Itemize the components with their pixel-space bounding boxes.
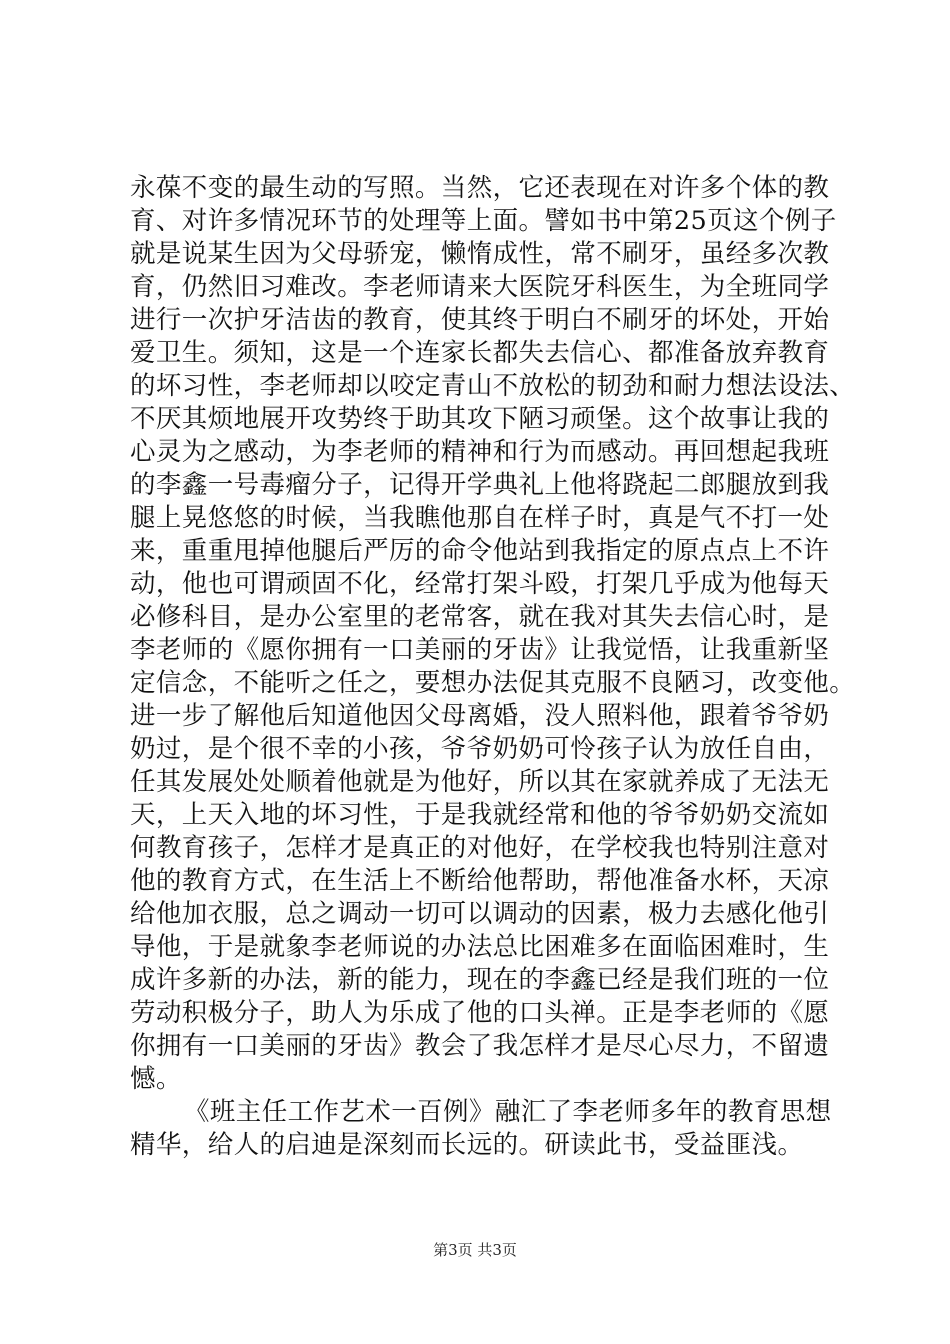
text-line: 心灵为之感动，为李老师的精神和行为而感动。再回想起我班 — [130, 437, 830, 467]
text-line: 动，他也可谓顽固不化，经常打架斗殴，打架几乎成为他每天 — [130, 569, 830, 599]
text-line: 李老师的《愿你拥有一口美丽的牙齿》让我觉悟，让我重新坚 — [130, 635, 830, 665]
text-line: 不厌其烦地展开攻势终于助其攻下陋习顽堡。这个故事让我的 — [130, 404, 830, 434]
text-line: 必修科目，是办公室里的老常客，就在我对其失去信心时，是 — [130, 602, 830, 632]
text-line: 憾。 — [130, 1064, 182, 1094]
page-footer: 第3页 共3页 — [433, 1241, 517, 1259]
text-line: 天，上天入地的坏习性，于是我就经常和他的爷爷奶奶交流如 — [130, 800, 830, 830]
text-line: 就是说某生因为父母骄宠，懒惰成性，常不刷牙，虽经多次教 — [130, 239, 830, 269]
text-line: 给他加衣服，总之调动一切可以调动的因素，极力去感化他引 — [130, 899, 830, 929]
text-line: 何教育孩子，怎样才是真正的对他好，在学校我也特别注意对 — [130, 833, 830, 863]
text-line: 永葆不变的最生动的写照。当然，它还表现在对许多个体的教 — [130, 173, 830, 203]
text-line: 爱卫生。须知，这是一个连家长都失去信心、都准备放弃教育 — [130, 338, 830, 368]
text-line: 的李鑫一号毒瘤分子，记得开学典礼上他将跷起二郎腿放到我 — [130, 470, 830, 500]
text-line: 定信念，不能听之任之，要想办法促其克服不良陋习，改变他。 — [130, 668, 856, 698]
text-line: 进一步了解他后知道他因父母离婚，没人照料他，跟着爷爷奶 — [130, 701, 830, 731]
text-line: 你拥有一口美丽的牙齿》教会了我怎样才是尽心尽力，不留遗 — [130, 1031, 830, 1061]
text-line: 进行一次护牙洁齿的教育，使其终于明白不刷牙的坏处，开始 — [130, 305, 830, 335]
text-line: 育，仍然旧习难改。李老师请来大医院牙科医生，为全班同学 — [130, 272, 830, 302]
text-line: 导他，于是就象李老师说的办法总比困难多在面临困难时，生 — [130, 932, 830, 962]
paragraph-first-line: 《班主任工作艺术一百例》融汇了李老师多年的教育思想 — [184, 1097, 832, 1127]
text-line: 奶过，是个很不幸的小孩，爷爷奶奶可怜孩子认为放任自由， — [130, 734, 830, 764]
text-line: 任其发展处处顺着他就是为他好，所以其在家就养成了无法无 — [130, 767, 830, 797]
text-line: 腿上晃悠悠的时候，当我瞧他那自在样子时，真是气不打一处 — [130, 503, 830, 533]
text-line: 他的教育方式，在生活上不断给他帮助，帮他准备水杯，天凉 — [130, 866, 830, 896]
text-line: 育、对许多情况环节的处理等上面。譬如书中第25页这个例子 — [130, 206, 837, 236]
text-line: 的坏习性，李老师却以咬定青山不放松的韧劲和耐力想法设法、 — [130, 371, 856, 401]
document-body — [130, 172, 856, 1162]
text-line: 成许多新的办法，新的能力，现在的李鑫已经是我们班的一位 — [130, 965, 830, 995]
text-line: 劳动积极分子，助人为乐成了他的口头禅。正是李老师的《愿 — [130, 998, 830, 1028]
text-line: 来，重重甩掉他腿后严厉的命令他站到我指定的原点点上不许 — [130, 536, 830, 566]
text-line: 精华，给人的启迪是深刻而长远的。研读此书，受益匪浅。 — [130, 1130, 804, 1160]
